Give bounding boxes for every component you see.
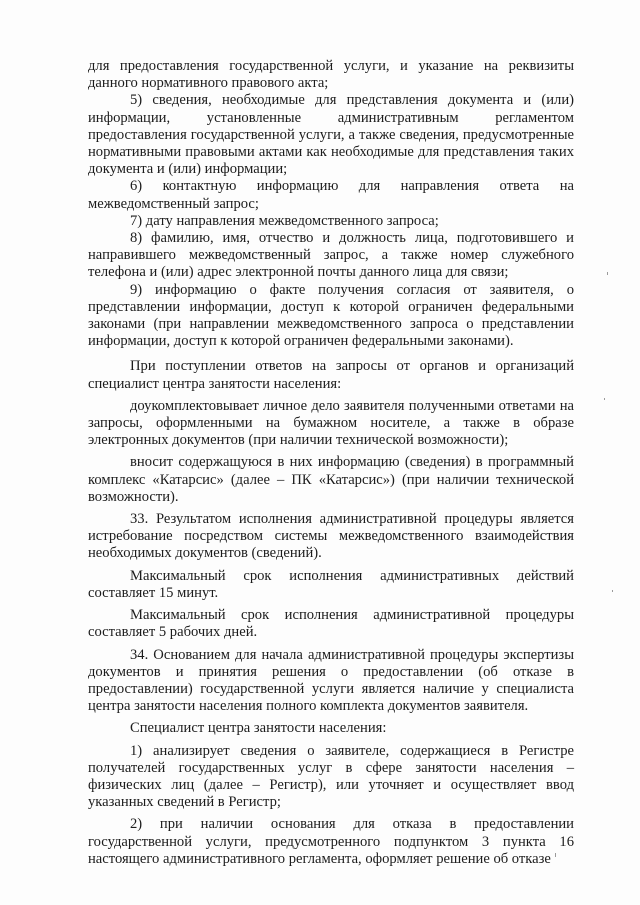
paragraph-clause-33: 33. Результатом исполнения административной процедуры является истребование посредством системы межведомственного взаимодействия необходимых документов (сведений). [88,511,574,562]
paragraph-max-time-procedure: Максимальный срок исполнения административной процедуры составляет 5 рабочих дней. [88,607,574,641]
scan-speck [612,590,613,592]
paragraph-continuation: для предоставления государственной услуги, и указание на реквизиты данного нормативного правового акта; [88,58,574,92]
paragraph-item-6: 6) контактную информацию для направления ответа на межведомственный запрос; [88,178,574,212]
paragraph-item-5: 5) сведения, необходимые для представления документа и (или) информации, установленные административным регламентом предоставления государственной услуги, а также сведения, предусмотренные нормативными правовыми актами как необходимые для представления таких документа и (или) информации; [88,92,574,178]
scan-speck [604,398,605,400]
paragraph-item-7: 7) дату направления межведомственного запроса; [130,212,439,229]
paragraph-specialist-item-2: 2) при наличии основания для отказа в предоставлении государственной услуги, предусмотренного подпунктом 3 пункта 16 настоящего административного регламента, оформляет решение об отказе [88,816,574,867]
paragraph-responses-intro: При поступлении ответов на запросы от органов и организаций специалист центра занятости населения: [88,358,574,392]
paragraph-item-9: 9) информацию о факте получения согласия от заявителя, о представлении информации, доступ к которой ограничен федеральными законами (при направлении межведомственного запроса о представлении информации, доступ к которой ограничен федеральными законами). [88,281,574,350]
document-body [88,58,574,868]
paragraph-specialist-intro: Специалист центра занятости населения: [130,720,387,737]
paragraph-enter-katarsis: вносит содержащуюся в них информацию (сведения) в программный комплекс «Катарсис» (далее – ПК «Катарсис») (при наличии технической возможности). [88,454,574,505]
paragraph-specialist-item-1: 1) анализирует сведения о заявителе, содержащиеся в Регистре получателей государственных услуг в сфере занятости населения – физических лиц (далее – Регистр), или уточняет и осуществляет ввод указанных сведений в Регистр; [88,742,574,811]
scan-speck [555,853,556,857]
paragraph-complete-file: доукомплектовывает личное дело заявителя полученными ответами на запросы, оформленными на бумажном носителе, а также в образе электронных документов (при наличии технической возможности); [88,397,574,449]
paragraph-item-8: 8) фамилию, имя, отчество и должность лица, подготовившего и направившего межведомственный запрос, а также номер служебного телефона и (или) адрес электронной почты данного лица для связи; [88,230,574,281]
scan-speck [607,272,608,275]
paragraph-clause-34: 34. Основанием для начала административной процедуры экспертизы документов и принятия решения о предоставлении (об отказе в предоставлении) государственной услуги является наличие у специалиста центра занятости населения полного комплекта документов заявителя. [88,646,574,715]
paragraph-max-time-actions: Максимальный срок исполнения административных действий составляет 15 минут. [88,567,574,601]
